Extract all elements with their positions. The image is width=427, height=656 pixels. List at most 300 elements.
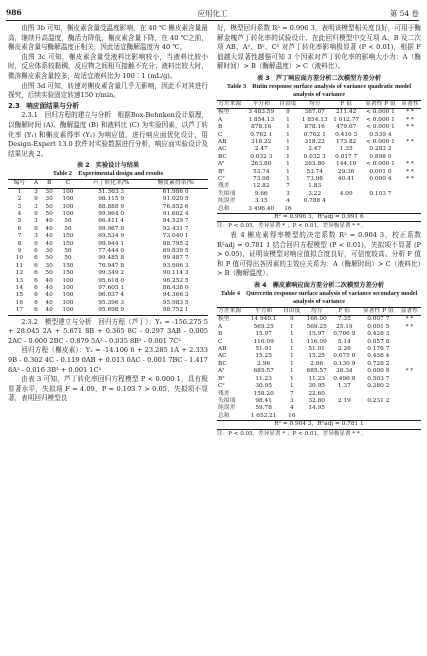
table2-cell: 99.964 0 (98, 210, 125, 217)
table3-cell: 73.98 (306, 176, 323, 183)
table2-cell: 84.529 7 (162, 218, 189, 225)
table3-cell: < 0.000 1 (366, 139, 395, 145)
table3-cell: B² (218, 168, 225, 175)
table4-cell: 51.01 (308, 346, 325, 353)
table3-cell (299, 206, 330, 214)
paragraph-fig3d: 由图 3d 可知，转速对槲皮素含量几乎无影响，因此不对其进行探究，后续实验固定转速150 r/min。 (8, 81, 208, 100)
table4-cell: 1 (289, 346, 294, 353)
table2-cell: 99.485 8 (98, 255, 125, 262)
table3-cell: 0.017 7 (335, 153, 358, 160)
table4-cell: BC (218, 360, 227, 367)
table2-cell: 100 (62, 277, 74, 284)
table3-cell: 残差 (218, 183, 230, 190)
table4-row (217, 353, 421, 360)
table3-cell: 12.82 (252, 183, 270, 190)
table3-cell: 9.66 (254, 190, 268, 197)
table4-cell: 9 (289, 316, 294, 323)
table3-row (217, 169, 421, 176)
table2-cell: 95.698 9 (98, 307, 125, 314)
table3-header-row (217, 100, 421, 108)
table2-caption (8, 162, 208, 178)
table4-cell: A² (218, 368, 225, 375)
table3-row (217, 191, 421, 198)
page-number: 986 (6, 8, 22, 17)
table4-cell: 1 (289, 338, 294, 345)
table2-cell: 6 (34, 262, 38, 269)
table3-cell (399, 191, 421, 198)
table3-cell: 0.032 3 (250, 153, 273, 160)
table3-cell: A (218, 116, 223, 123)
table2-cell: 96.252 5 (162, 277, 189, 284)
table3-row (217, 109, 421, 117)
table3-cell (399, 154, 421, 161)
table4-cell: 0.496 8 (333, 375, 356, 382)
table3-cell: 1 (286, 124, 290, 131)
table2-cell: 88.438 0 (162, 285, 189, 291)
table2-cell: 150 (62, 240, 74, 247)
table2-cell: 40 (45, 225, 53, 232)
section-heading-2-3: 2.3 响应面结果与分析 (8, 101, 80, 110)
table4-r2: R² = 0.904 3，R²adj = 0.781 1 (217, 421, 421, 429)
table3-cell: 1 (286, 153, 290, 160)
journal-name: 应用化工 (197, 9, 228, 18)
left-column (8, 24, 208, 404)
table4-cell: A (218, 323, 223, 330)
table3-cell: 0.032 3 (303, 153, 326, 160)
table4-cell: 11.23 (308, 375, 325, 382)
table4-cell (398, 353, 421, 360)
table3-note: 注：P < 0.05，差异显著 * ；P < 0.01，差异极显著 * * 。 (217, 223, 368, 230)
table3-cell (399, 132, 421, 139)
table2-row (8, 292, 208, 299)
table2-cell: 77.444 0 (98, 247, 125, 254)
table3-cell: 479.67 (336, 124, 357, 131)
table2-caption-cn: 表 2 实验设计与结果 (76, 162, 140, 170)
table3-cell: 1 (286, 146, 290, 153)
paragraph-rutin-model: 好，模型回归系数 R² = 0.996 3，表明该模型相关度良好，可用于酶解金槐芦丁转化率的试验设计。在此回归模型中交互项 A、B 及二次项 AB、A²、B²、C² 对芦丁转化率影响极显著 (P < 0.01)，根据 F 值越大显著性越强可知 3 个因素对芦丁转化率的影响大小为：A（酶解时间）> B（酶解温度）> C（液料比）。 (217, 24, 421, 71)
table4-row (217, 398, 421, 405)
table4-cell: 0.176 7 (367, 346, 390, 353)
table4-cell: B² (218, 375, 225, 382)
table3-cell (330, 183, 361, 190)
table4-header-row (217, 308, 421, 316)
table3-cell: AC (218, 146, 227, 153)
table2-cell: 30 (45, 262, 53, 269)
table2-row (8, 255, 208, 262)
table2-header-row (8, 180, 208, 188)
table4 (217, 307, 421, 430)
table2-cell: 51.363 3 (98, 188, 125, 195)
table3-row (217, 146, 421, 153)
table2-cell: 6 (34, 285, 38, 291)
table2-cell: 92.431 7 (162, 225, 189, 232)
table2-cell: 91.020 5 (162, 196, 189, 203)
table4-row (217, 413, 421, 421)
table3-cell: 387.07 (304, 109, 325, 116)
table4-cell: 1 (289, 353, 294, 360)
table4-caption (217, 282, 421, 306)
table3-header-cell: 平方和 (246, 100, 277, 108)
table4-cell: 98.41 (255, 397, 272, 404)
table3-cell: 3 483.59 (248, 109, 275, 116)
table4-cell: 0.057 8 (367, 338, 390, 345)
table2-header-cell: 编号 (8, 180, 31, 188)
table2-cell: 40 (45, 285, 53, 291)
table4-cell: 0.438 4 (367, 353, 390, 360)
table2-cell: 95.983 5 (162, 299, 189, 306)
table4-cell: 116.09 (306, 338, 327, 345)
table2-cell: 40 (45, 218, 53, 225)
table2-row (8, 307, 208, 315)
table3-cell: 失拟项 (218, 190, 236, 197)
table2-cell: 100 (62, 299, 74, 306)
table4-row (217, 324, 421, 331)
table4-cell: 14.95 (308, 405, 325, 412)
table2-caption-en: Table 2 Experimental design and results (52, 170, 164, 178)
table3-cell: 3 496.40 (248, 205, 275, 212)
table2-cell: 10 (15, 255, 24, 262)
table4-cell (330, 391, 359, 398)
table3-cell: 1 (286, 168, 290, 175)
table4-cell: 14 940.1 (250, 316, 277, 323)
table2-cell: 9 (34, 225, 38, 232)
table3-row (217, 161, 421, 168)
table4-header-cell: 均方 (303, 308, 330, 316)
table4-cell: 1 (289, 375, 294, 382)
table2-row (8, 248, 208, 255)
table2-cell: 4 (17, 210, 22, 217)
table2-cell: 3 (34, 233, 38, 240)
table4-cell: 0.503 7 (367, 375, 390, 382)
paragraph-model: 2.3.2 模型建立与分析 回归方程（芦丁）：Y₁ = -156.275 5 + 28.045 2A + 5.671 8B + 0.365 8C - 0.297 3AB - 0.005 2AC - 0.000 2BC - 0.879 5A² - 0.035 8B² - 0.001 7C² (8, 317, 208, 345)
table4-cell (398, 413, 421, 421)
table3-cell: 0.416 3 (335, 131, 358, 138)
table2-cell: 14 (15, 285, 24, 291)
table2-cell: 9 (17, 247, 22, 254)
table2-cell: 98.752 1 (162, 307, 189, 314)
table4-cell: 25.19 (336, 323, 353, 330)
table3-cell: 53.74 (306, 168, 323, 175)
table3-row (217, 198, 421, 205)
table4-cell: 11.23 (255, 375, 272, 382)
table2-row (8, 211, 208, 218)
right-column (217, 24, 421, 438)
table3-cell: 173.82 (336, 139, 357, 145)
table2-cell: 50 (64, 247, 72, 254)
table2-header-cell: C (57, 180, 79, 188)
table4-cell: 1 652.21 (250, 412, 277, 419)
table3-cell: 1 (286, 131, 290, 138)
table2-cell: 99.349 2 (98, 270, 125, 277)
table3-row (217, 117, 421, 124)
table3-header-cell: F 值 (330, 100, 361, 108)
table4-cell: B (218, 331, 223, 338)
table2-cell: 99.967 9 (98, 225, 125, 232)
table4-cell: 纯误差 (218, 405, 236, 412)
table4-row (217, 316, 421, 324)
table4-cell: 2.96 (257, 360, 271, 367)
table2-row (8, 218, 208, 225)
table3-cell: 1 (286, 161, 290, 168)
table4-cell: 0.428 3 (367, 331, 390, 338)
table4-cell: 0.280 2 (367, 383, 390, 390)
table4-cell (398, 331, 421, 338)
table3-header-cell: 显著性 (399, 100, 421, 108)
table4-cell: * * (405, 323, 414, 330)
table2-row (8, 285, 208, 292)
table3-cell: < 0.000 1 (366, 124, 395, 131)
table4-cell: 59.78 (255, 405, 272, 412)
table4-cell: 3 (289, 397, 294, 404)
table2-cell: 9 (34, 210, 38, 217)
table3-row (217, 124, 421, 131)
table3-cell: * * (406, 176, 414, 183)
table2-cell: 2 (17, 196, 22, 203)
table4-cell (398, 398, 421, 405)
table4-cell (398, 405, 421, 412)
table2-cell: 9 (34, 196, 38, 203)
table4-row (217, 331, 421, 338)
table2-cell: 3 (34, 203, 38, 210)
table4-cell: 7.35 (337, 316, 351, 323)
table2-cell: 3 (17, 203, 22, 210)
table2-cell: 6 (34, 255, 38, 262)
table3-cell: 16 (284, 205, 292, 212)
table4-caption-en: Table 4 Quercetin response surface analysis of variance secondary model analysis of variance (220, 290, 418, 306)
table3-cell: * * (406, 139, 414, 145)
table3-cell: 878.16 (251, 124, 272, 131)
table2-cell: 11 (15, 262, 24, 269)
table3-cell: C² (218, 176, 225, 183)
table2-row (8, 226, 208, 233)
table3-cell: 318.22 (304, 139, 325, 145)
table4-cell: 0.001 5 (367, 323, 390, 330)
table3-cell (399, 206, 421, 214)
table2-cell: 50 (45, 203, 53, 210)
table3-cell: 73.98 (252, 176, 270, 183)
table3-cell: 0.283 2 (369, 146, 392, 153)
table4-cell: 15.97 (308, 331, 325, 338)
table2-cell: 50 (45, 210, 53, 217)
table4-cell: C (218, 338, 223, 345)
table2-cell: 15 (15, 292, 24, 299)
table2-row (8, 204, 208, 211)
table2-cell: 90.114 3 (162, 270, 189, 277)
table3-cell: B (218, 124, 223, 131)
table2-cell: 6 (17, 225, 22, 232)
table4-cell (398, 361, 421, 368)
paragraph-fig3c: 由图 3c 可知，槲皮素含量受液料比影响较小，当液料比较小时，反应体系较黏稠，反应物之间相互接触不充分；液料比较大时，微溶槲皮素含量较多，故适宜液料比为 100∶1 (mL/g)。 (8, 52, 208, 80)
table4-cell: 685.57 (306, 368, 327, 375)
table4-body (217, 316, 421, 421)
table2-cell: 150 (62, 270, 74, 277)
table3-cell: 模型 (218, 109, 230, 116)
table2-cell: 100 (62, 210, 74, 217)
table2-cell: 100 (62, 203, 74, 210)
table4-header-cell: 自由度 (280, 308, 303, 316)
table3-cell: * * (406, 116, 414, 123)
table2-cell: 16 (15, 299, 24, 306)
table2-cell: 88.888 9 (98, 203, 125, 210)
table3-cell (399, 198, 421, 205)
table3-cell: 2.47 (308, 146, 322, 153)
table3 (217, 100, 421, 223)
table4-cell: 32.80 (308, 397, 325, 404)
table3-header-cell: 方差来源 (217, 100, 246, 108)
table2-row (8, 270, 208, 277)
table2-cell: 66.411 4 (98, 218, 125, 225)
table4-cell: 2.19 (337, 397, 351, 404)
table2-cell: 9 (34, 240, 38, 247)
table2-header-cell: A (31, 180, 41, 188)
table3-cell: 1 (286, 139, 290, 145)
table4-cell (359, 405, 398, 412)
table3-cell: 7 (286, 183, 290, 190)
table4-row (217, 376, 421, 383)
table2-row (8, 196, 208, 203)
table3-header-cell: 显著性 P 值 (362, 100, 399, 108)
paragraph-regression: 2.3.1 回归方程的建立与分析 根据Box-Behnken设计原理，以酶解时间 (A)、酶解温度 (B) 和液料比 (C) 为实验因素，以芦丁转化率 (Y₁) 和槲皮素得率 (Y₂) 为响应值，进行响应面优化设计，用 Design-Expert 13.0 软件对实验数据进行分析，响应面实验设计及结果见表 2。 (8, 111, 208, 158)
table3-body (217, 109, 421, 214)
table4-cell: AC (218, 353, 227, 360)
table3-row (217, 183, 421, 190)
table2-cell: 150 (62, 262, 74, 269)
table4-row (217, 361, 421, 368)
table2-cell: 94.366 3 (162, 292, 189, 299)
table4-cell: 总和 (218, 412, 230, 419)
table4-cell: * * (405, 316, 414, 323)
table4-row (217, 391, 421, 398)
table3-cell: 1 854.13 (248, 116, 275, 123)
table3-cell: 4.09 (339, 190, 353, 197)
table2-cell: 50 (64, 225, 72, 232)
table2-cell: 30 (45, 247, 53, 254)
table2-cell: 30 (45, 196, 53, 203)
table2-cell: 100 (62, 292, 74, 299)
table3-cell: 1.83 (308, 183, 322, 190)
table2-cell: 6 (34, 299, 38, 306)
table3-cell: 53.74 (252, 168, 270, 175)
table3-cell: 0.898 0 (369, 153, 392, 160)
table4-cell: 0.130 9 (333, 360, 356, 367)
table2-cell: 1 (17, 188, 22, 195)
table4-header-cell: 显著性 P 值 (359, 308, 398, 316)
table3-cell: 263.80 (304, 161, 325, 168)
table3-cell: A² (218, 161, 225, 168)
table4-header-cell: 方差来源 (217, 308, 247, 316)
table2-cell: 50 (45, 270, 53, 277)
table4-cell: 166.00 (306, 316, 327, 323)
table2-cell: 30 (45, 188, 53, 195)
table3-cell: 0.000 4 (369, 176, 392, 183)
table4-cell: 2.96 (310, 360, 324, 367)
table3-cell: AB (218, 139, 227, 145)
header-rule (6, 20, 419, 21)
table4-cell: 30.95 (308, 383, 325, 390)
table4-cell (398, 383, 421, 390)
table3-cell: 0.103 7 (369, 190, 392, 197)
table3-cell: 2.47 (254, 146, 268, 153)
table2-header-cell: B (41, 180, 57, 188)
table4-cell: 模型 (218, 316, 230, 323)
table4-cell: 30.34 (336, 368, 353, 375)
table3-cell: * * (406, 124, 414, 131)
table4-cell: 30.95 (255, 383, 272, 390)
table4-header-cell: 显著性 (398, 308, 421, 316)
table3-cell: 1.35 (339, 146, 353, 153)
table3-cell: < 0.000 1 (366, 109, 395, 116)
table4-cell: 0.728 2 (367, 360, 390, 367)
table2-cell: 76.947 8 (98, 262, 125, 269)
table3-cell: 144.10 (336, 161, 357, 168)
paragraph-quercetin-eq: 回归方程（槲皮素）：Y₂ = -14.106 6 + 23.285 1A + 2.333 9B - 0.302 4C - 0.119 0AB + 0.013 0AC - 0.001 7BC - 1.417 8A² - 0.016 3B² + 0.001 1C² (8, 346, 208, 374)
paragraph-quercetin-model: 表 4 槲皮素得率模型的决定系数 R² = 0.904 3，校正系数 R²adj = 0.781 1 结合回归方程模型 (P < 0.01)，失拟项不显著 (P > 0.05)，证明该模型对响应值拟合度良好，可信度较高。分析 F 值和 P 值可得出各因素的主效应关系为：A（酶解时间）> C（液料比）> B（酶解温度）。 (217, 231, 421, 278)
table2-row (8, 300, 208, 307)
table2-cell: 6 (34, 277, 38, 284)
table3-cell (330, 206, 361, 214)
table2-cell: 98.115 9 (98, 196, 125, 203)
table4-row (217, 405, 421, 412)
table3-cell: 0.762 1 (303, 131, 326, 138)
table4-cell (330, 413, 359, 421)
table3-cell: 9 (286, 109, 290, 116)
table2-cell: 50 (64, 218, 72, 225)
table4-cell: 1 (289, 331, 294, 338)
table3-cell: < 0.000 1 (366, 116, 395, 123)
table2-cell: 89.839 5 (162, 247, 189, 254)
table2-body (8, 188, 208, 315)
table2-cell: 40 (45, 240, 53, 247)
table2-cell: 97.605 1 (98, 285, 125, 291)
table4-cell (359, 391, 398, 398)
table3-cell: 0.762 1 (250, 131, 273, 138)
table3-caption-en: Table 3 Rutin response surface analysis of variance quadratic model analysis of variance (226, 82, 412, 98)
table2-cell: 6 (34, 292, 38, 299)
table2-cell: 40 (45, 292, 53, 299)
table3-cell (362, 198, 399, 205)
table3-cell: 0.001 0 (369, 168, 392, 175)
table3-cell: 1 012.77 (333, 116, 360, 123)
table4-cell: AB (218, 346, 227, 353)
table4-row (217, 368, 421, 375)
table2-cell: 100 (62, 196, 74, 203)
table3-row (217, 206, 421, 214)
table2-cell: 40 (45, 299, 53, 306)
table2-cell: 50 (64, 255, 72, 262)
table4-cell: 0.231 2 (367, 397, 390, 404)
table2-cell: 40 (45, 233, 53, 240)
table2-cell: 40 (45, 277, 53, 284)
table3-row (217, 132, 421, 139)
table3-cell: 4 (286, 198, 290, 205)
table3-cell (330, 198, 361, 205)
table3-cell (362, 183, 399, 190)
table2-cell: 40 (45, 307, 53, 314)
table4-cell: C² (218, 383, 225, 390)
table4-cell: 1 (289, 360, 294, 367)
table4-row (217, 383, 421, 390)
table4-cell: 残差 (218, 390, 230, 397)
table3-cell: 318.22 (251, 139, 272, 145)
table2-cell: 8 (17, 240, 22, 247)
table2-cell: 100 (62, 307, 74, 314)
table4-cell: 0.007 7 (367, 316, 390, 323)
table2-cell: 17 (15, 307, 24, 314)
table2-cell: 6 (34, 270, 38, 277)
table2-cell: 3 (34, 218, 38, 225)
table3-cell (399, 146, 421, 153)
table4-row (217, 339, 421, 346)
